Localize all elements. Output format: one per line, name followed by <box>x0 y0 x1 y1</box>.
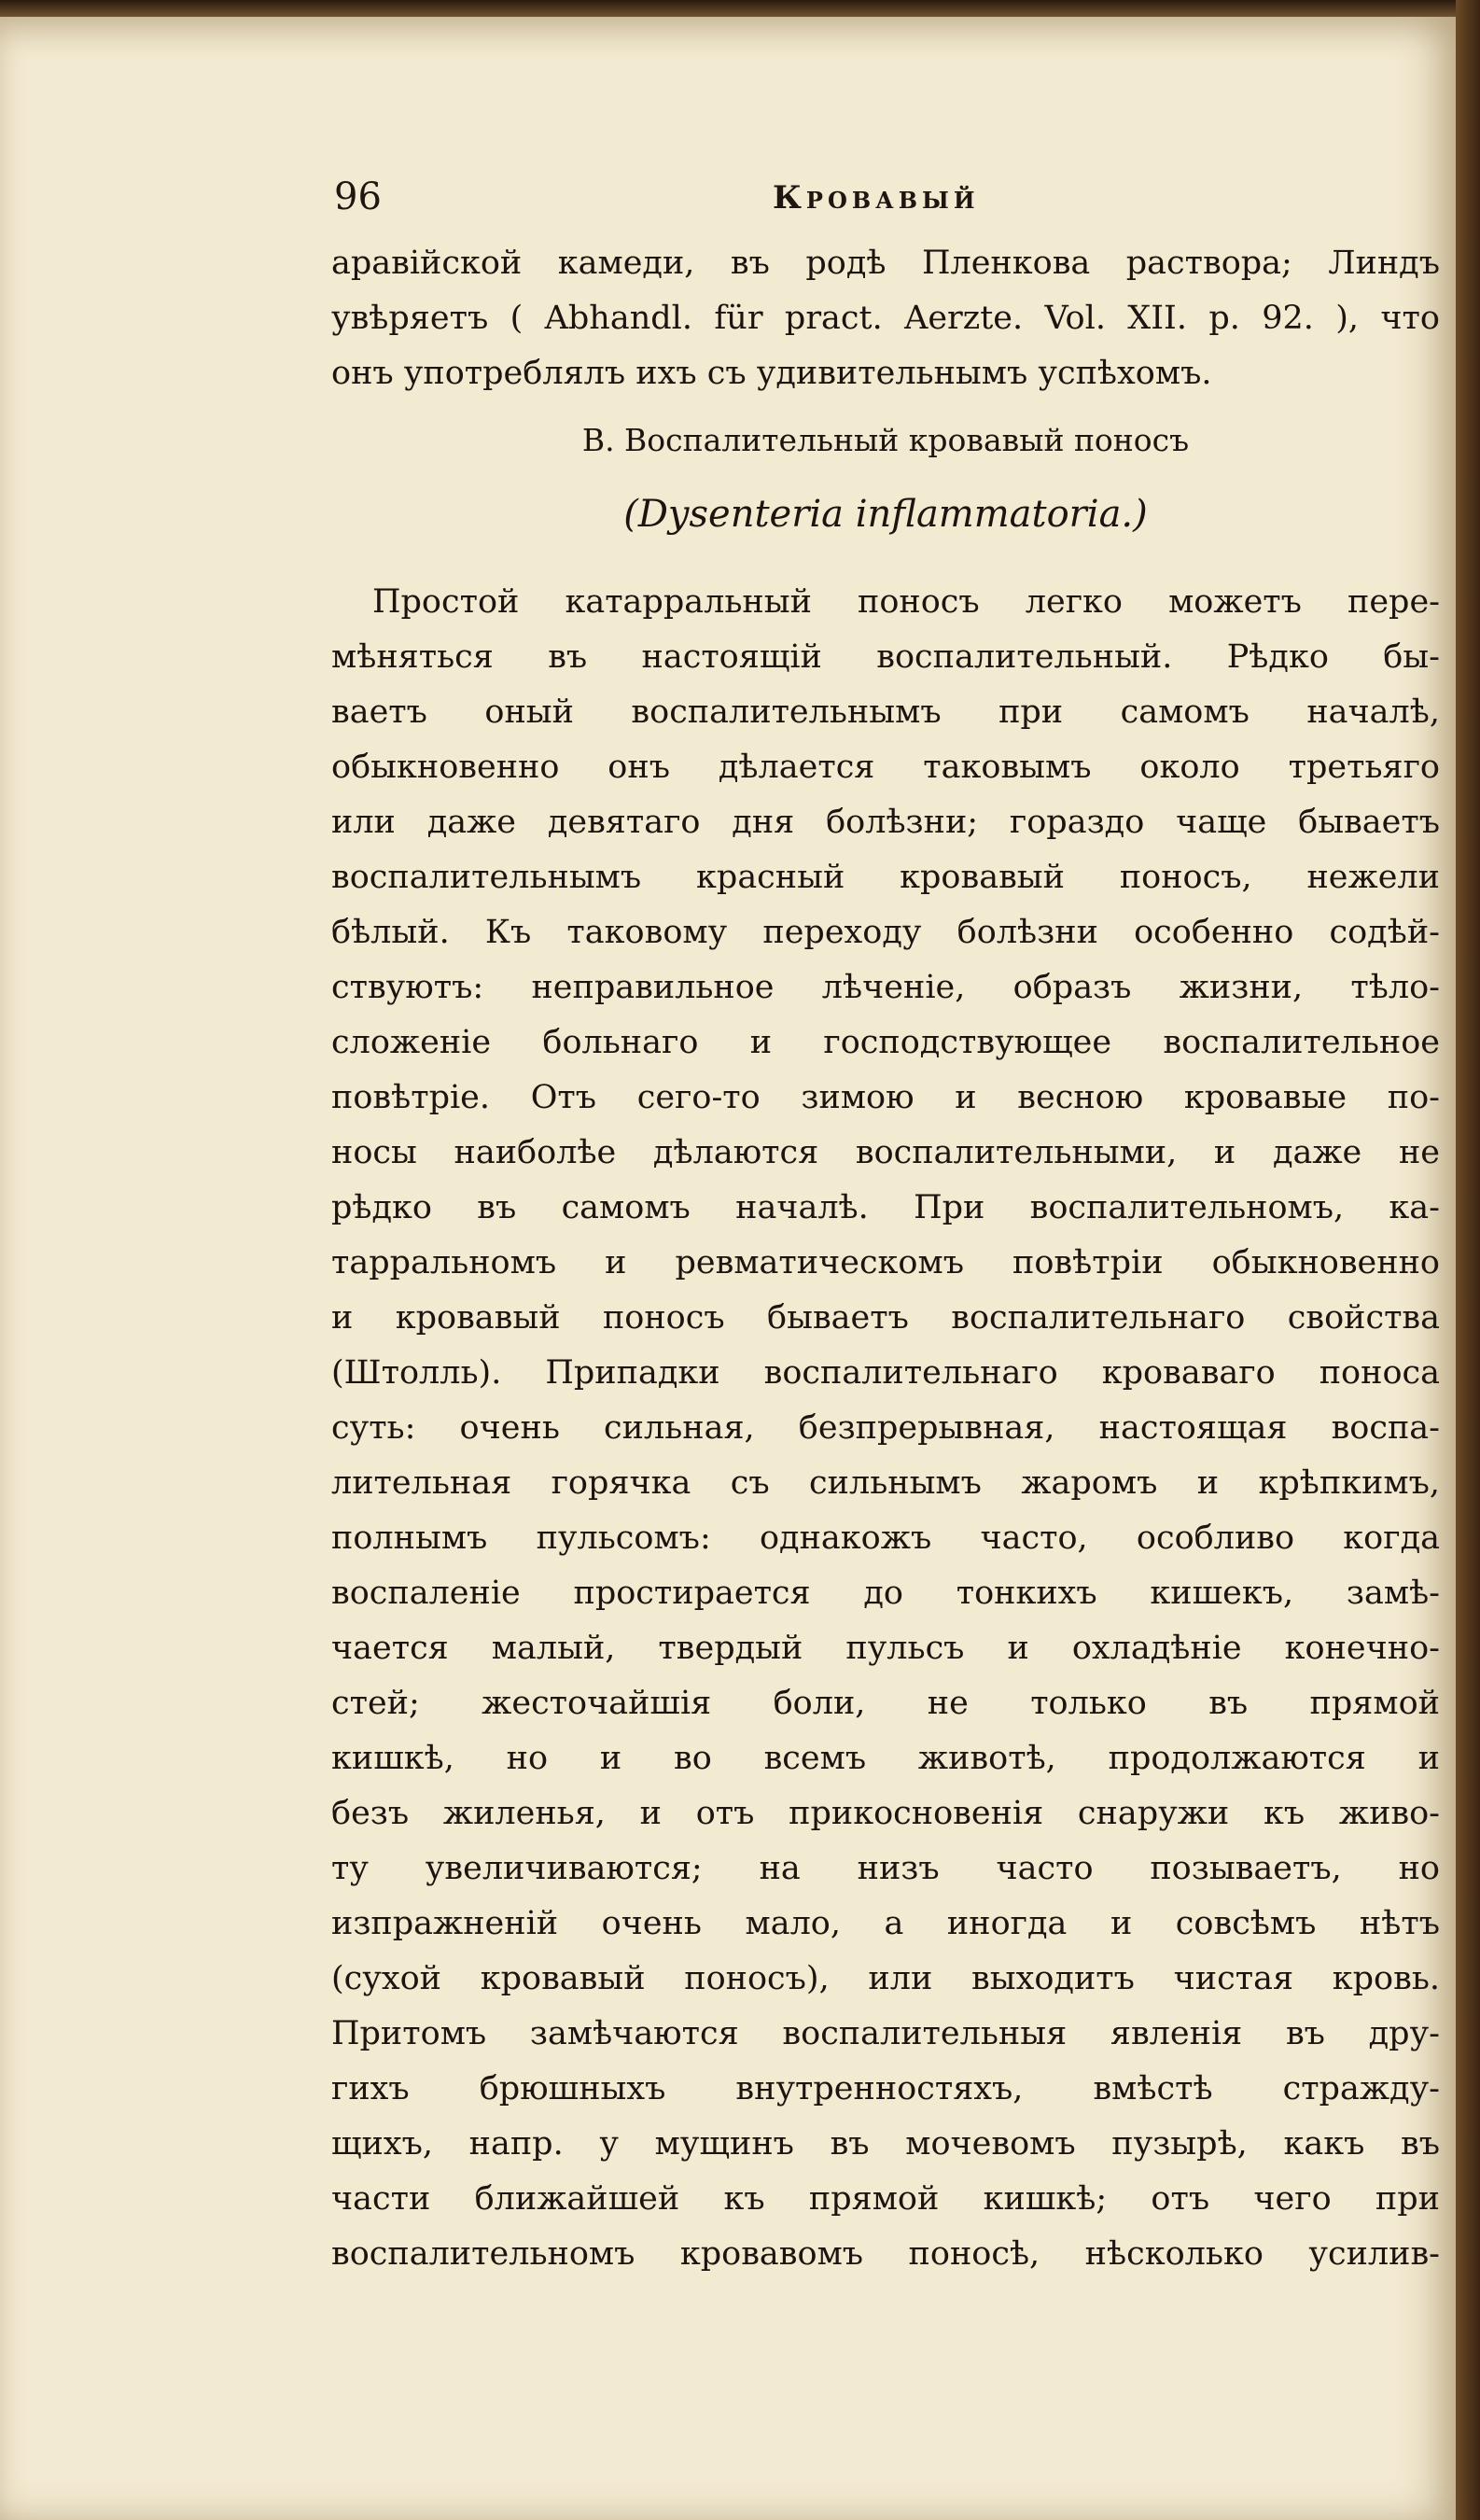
top-binding-edge <box>0 0 1480 17</box>
page-header <box>334 175 1435 228</box>
text-line: (сухой кровавый поносъ), или выходитъ чистая кровь. <box>331 1960 1440 1997</box>
text-line: воспаленіе простирается до тонкихъ кишекъ, замѣ- <box>331 1575 1440 1612</box>
text-line: Простой катарральный поносъ легко можетъ пере- <box>372 583 1440 621</box>
text-line: воспалительнымъ красный кровавый поносъ, нежели <box>331 859 1440 896</box>
text-line: полнымъ пульсомъ: однакожъ часто, особливо когда <box>331 1519 1440 1557</box>
text-line: носы наиболѣе дѣлаются воспалительными, и даже не <box>331 1134 1440 1171</box>
text-line: стей; жесточайшія боли, не только въ прямой <box>331 1685 1440 1722</box>
text-line: или даже девятаго дня болѣзни; гораздо чаще бываетъ <box>331 804 1440 841</box>
text-line: гихъ брюшныхъ внутренностяхъ, вмѣстѣ стражду- <box>331 2070 1440 2107</box>
text-line: ту увеличиваются; на низъ часто позываетъ, но <box>331 1850 1440 1887</box>
text-line: рѣдко въ самомъ началѣ. При воспалительномъ, ка- <box>331 1189 1440 1226</box>
text-line: щихъ, напр. у мущинъ въ мочевомъ пузырѣ, какъ въ <box>331 2125 1440 2163</box>
text-line: Притомъ замѣчаются воспалительныя явленія въ дру- <box>331 2015 1440 2052</box>
page-number: 96 <box>334 175 382 218</box>
text-line: (Штолль). Припадки воспалительнаго кроваваго поноса <box>331 1354 1440 1392</box>
latin-subtitle: (Dysenteria inflammatoria.) <box>623 493 1148 536</box>
book-page <box>0 17 1456 2520</box>
text-line: чается малый, твердый пульсъ и охладѣніе конечно- <box>331 1630 1440 1667</box>
text-line: тарральномъ и ревматическомъ повѣтріи обыкновенно <box>331 1244 1440 1281</box>
text-line: части ближайшей къ прямой кишкѣ; отъ чего при <box>331 2180 1440 2218</box>
page-edge-shadow <box>1456 0 1480 2520</box>
text-line: сложеніе больнаго и господствующее воспалительное <box>331 1024 1440 1061</box>
body-paragraph <box>331 575 1440 2282</box>
text-line: повѣтріе. Отъ сего-то зимою и весною кровавые по- <box>331 1079 1440 1116</box>
text-line: ствуютъ: неправильное лѣченіе, образъ жизни, тѣло- <box>331 969 1440 1006</box>
lead-paragraph <box>331 236 1440 401</box>
text-line: онъ употреблялъ ихъ съ удивительнымъ успѣхомъ. <box>331 355 1212 392</box>
text-line: мѣняться въ настоящій воспалительный. Рѣдко бы- <box>331 638 1440 676</box>
text-line: аравійской камеди, въ родѣ Пленкова раствора; Линдъ <box>331 245 1440 282</box>
text-line: лительная горячка съ сильнымъ жаромъ и крѣпкимъ, <box>331 1464 1440 1502</box>
text-line: безъ жиленья, и отъ прикосновенія снаружи къ живо- <box>331 1795 1440 1832</box>
text-line: суть: очень сильная, безпрерывная, настоящая воспа- <box>331 1409 1440 1447</box>
text-line: обыкновенно онъ дѣлается таковымъ около третьяго <box>331 749 1440 786</box>
text-line: увѣряетъ ( Abhandl. für pract. Aerzte. Vol. XII. p. 92. ), что <box>331 300 1440 337</box>
text-line: кишкѣ, но и во всемъ животѣ, продолжаются и <box>331 1740 1440 1777</box>
text-line: воспалительномъ кровавомъ поносѣ, нѣсколько усилив- <box>331 2235 1440 2273</box>
text-line: бѣлый. Къ таковому переходу болѣзни особенно содѣй- <box>331 914 1440 951</box>
running-head: Кровавый <box>773 179 980 217</box>
text-line: изпражненій очень мало, а иногда и совсѣмъ нѣтъ <box>331 1905 1440 1942</box>
text-line: и кровавый поносъ бываетъ воспалительнаго свойства <box>331 1299 1440 1337</box>
section-heading: B. Воспалительный кровавый поносъ <box>581 422 1190 458</box>
text-line: ваетъ оный воспалительнымъ при самомъ началѣ, <box>331 693 1440 731</box>
